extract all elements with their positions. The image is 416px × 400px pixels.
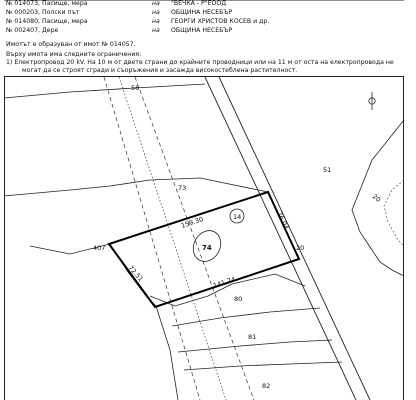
parcel-label: 407 [93, 244, 106, 252]
subject-parcel-id: 74 [202, 244, 212, 252]
power-line-axis [119, 77, 226, 400]
parcel-label: 82 [262, 382, 271, 390]
neighbor-ref: № 014080, Пасище, мера [6, 18, 88, 25]
parcel-label: 51 [323, 166, 332, 174]
road-boundary [219, 77, 370, 400]
parcel-label: 80 [234, 295, 243, 303]
parcel-boundary [172, 308, 320, 326]
dimension-label: 76.04 [275, 210, 291, 231]
restriction-line-2: могат да се строят сгради и съоръжения и засажда високостеблена растителност. [22, 67, 298, 74]
neighbor-ref: № 000203, Полски път [6, 9, 80, 16]
neighbor-owner: "ВЕЧКА - Р"ЕООД [171, 0, 227, 7]
parcel-boundary [4, 178, 268, 196]
parcel-boundary [110, 244, 178, 400]
restriction-line-1: 1) Електропровод 20 kV. На 10 м от двете страни до крайните проводници или на 11 м от оста на електропровода не [6, 59, 394, 66]
parcel-boundary [178, 340, 332, 352]
dimension-label: 141.74 [212, 275, 237, 290]
neighbor-ref: № 014073, Пасище, мера [6, 0, 88, 7]
stream-line [384, 180, 404, 246]
neighbor-ref: № 002407, Дере [6, 27, 59, 34]
parcel-label: 20 [296, 244, 305, 252]
parcel-label: 56 [131, 84, 140, 92]
neighbor-kind: на [152, 27, 160, 34]
neighbor-owner: ОБЩИНА НЕСЕБЪР [171, 27, 233, 34]
formed-from-note: Имотът е образуван от имот № 014057. [6, 41, 136, 48]
block-number: 14 [233, 213, 242, 221]
neighbor-kind: на [152, 0, 160, 7]
restrictions-title: Върху имота има следните ограничения: [6, 51, 142, 58]
dimension-label: 72.51 [126, 263, 145, 284]
parcel-label: 20 [370, 192, 383, 204]
road-boundary [205, 77, 356, 400]
neighbor-kind: на [152, 9, 160, 16]
parcel-boundary [184, 362, 342, 370]
parcel-boundary [4, 84, 205, 98]
parcel-label: 81 [248, 333, 257, 341]
neighbor-owner: ГЕОРГИ ХРИСТОВ КОСЕВ и др. [171, 18, 270, 25]
dimension-label: 159.30 [180, 215, 205, 230]
power-line-edge [135, 77, 257, 400]
neighbor-kind: на [152, 18, 160, 25]
neighbor-owner: ОБЩИНА НЕСЕБЪР [171, 9, 233, 16]
parcel-label: 73 [178, 184, 187, 192]
